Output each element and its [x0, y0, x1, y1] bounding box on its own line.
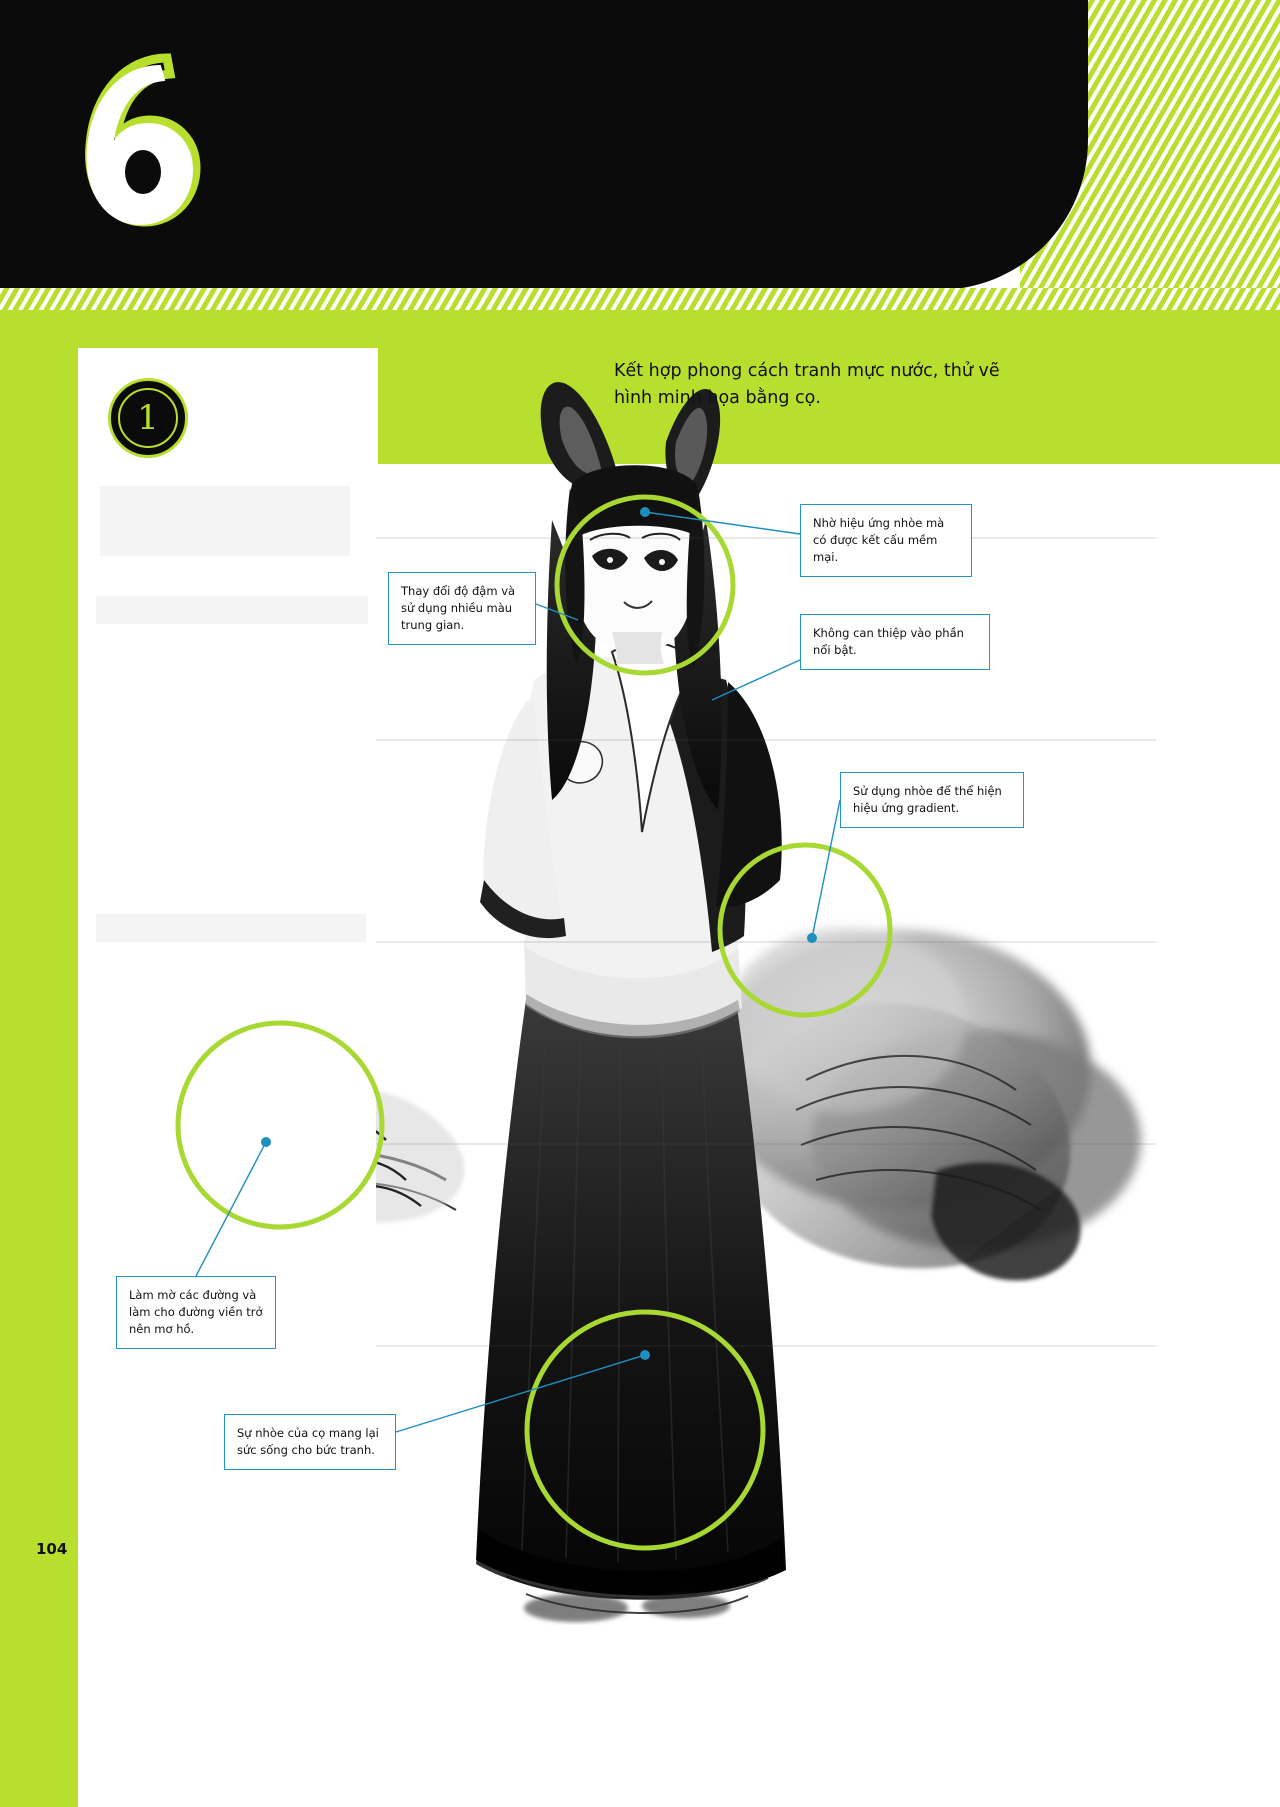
chapter-number: [72, 50, 202, 230]
callout-soft-texture: Nhờ hiệu ứng nhòe mà có được kết cấu mềm mại.: [800, 504, 972, 577]
heading-highlight: [100, 486, 350, 556]
callout-blur-outline: Làm mờ các đường và làm cho đường viền trở nên mơ hồ.: [116, 1276, 276, 1349]
badge-number: 1: [137, 398, 159, 438]
body-highlight-bottom: [96, 914, 366, 942]
callout-brush-vitality: Sự nhòe của cọ mang lại sức sống cho bức tranh.: [224, 1414, 396, 1470]
body-highlight-top: [96, 596, 368, 624]
left-column-panel: [78, 348, 378, 1807]
section-badge: [108, 378, 188, 458]
callout-gradient-blur: Sử dụng nhòe để thể hiện hiệu ứng gradient.: [840, 772, 1024, 828]
callout-density-variation: Thay đổi độ đậm và sử dụng nhiều màu trung gian.: [388, 572, 536, 645]
callout-no-interference: Không can thiệp vào phần nổi bật.: [800, 614, 990, 670]
page-number: 104: [36, 1540, 68, 1558]
hatch-pattern-strip: [0, 288, 1280, 310]
lead-text: Kết hợp phong cách tranh mực nước, thử vẽ hình minh họa bằng cọ.: [614, 361, 1000, 408]
